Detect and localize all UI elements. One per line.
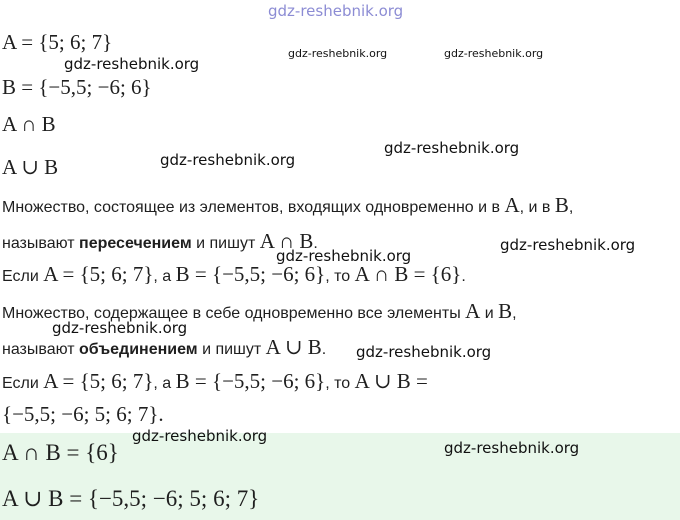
find-union: A ∪ B bbox=[2, 155, 59, 179]
definition-intersection-line2: называют пересечением и пишут A ∩ B. bbox=[2, 229, 318, 253]
term-intersection: пересечением bbox=[79, 235, 192, 252]
watermark: gdz-reshebnik.org bbox=[444, 47, 544, 60]
definition-union-line1: Множество, содержащее в себе одновременно все элементы A и B, bbox=[2, 299, 517, 323]
example-union-result: {−5,5; −6; 5; 6; 7}. bbox=[2, 402, 164, 426]
find-intersection: A ∩ B bbox=[2, 112, 56, 136]
watermark: gdz-reshebnik.org bbox=[288, 47, 388, 60]
watermark: gdz-reshebnik.org bbox=[132, 427, 268, 445]
term-union: объединением bbox=[79, 341, 198, 358]
given-set-b: B = {−5,5; −6; 6} bbox=[2, 75, 152, 99]
answer-union: A ∪ B = {−5,5; −6; 5; 6; 7} bbox=[2, 486, 260, 511]
watermark: gdz-reshebnik.org bbox=[268, 2, 404, 20]
watermark: gdz-reshebnik.org bbox=[356, 343, 492, 361]
answer-intersection: A ∩ B = {6} bbox=[2, 440, 119, 465]
watermark: gdz-reshebnik.org bbox=[500, 236, 636, 254]
definition-intersection-line1: Множество, состоящее из элементов, входящих одновременно и в A, и в B, bbox=[2, 193, 574, 217]
watermark: gdz-reshebnik.org bbox=[64, 55, 200, 73]
watermark: gdz-reshebnik.org bbox=[444, 439, 580, 457]
definition-union-line2: называют объединением и пишут A ∪ B. bbox=[2, 335, 327, 359]
watermark: gdz-reshebnik.org bbox=[276, 247, 412, 265]
watermark: gdz-reshebnik.org bbox=[160, 151, 296, 169]
given-set-a: A = {5; 6; 7} bbox=[2, 30, 113, 54]
example-intersection: Если A = {5; 6; 7}, а B = {−5,5; −6; 6}, то A ∩ B = {6}. bbox=[2, 262, 466, 286]
watermark: gdz-reshebnik.org bbox=[384, 139, 520, 157]
watermark: gdz-reshebnik.org bbox=[52, 319, 188, 337]
example-union: Если A = {5; 6; 7}, а B = {−5,5; −6; 6}, то A ∪ B = bbox=[2, 369, 428, 393]
